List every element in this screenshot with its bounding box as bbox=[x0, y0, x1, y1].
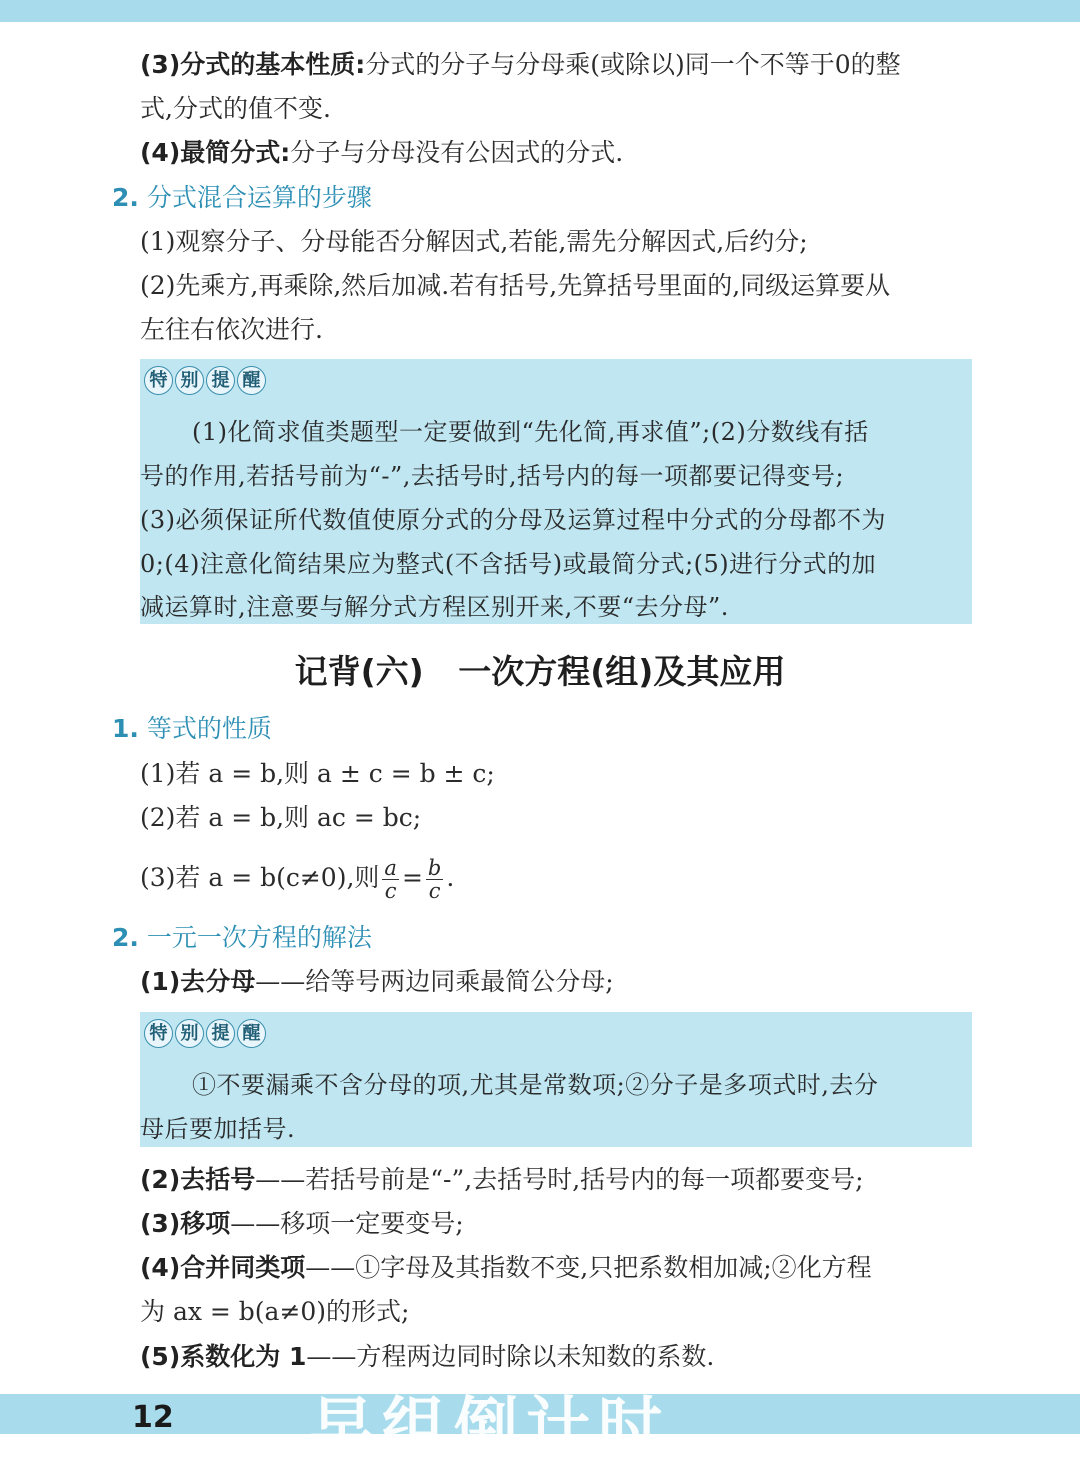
equation-property-1: (1)若 a = b,则 a ± c = b ± c; bbox=[140, 759, 495, 788]
special-reminder-tag: 特 别 提 醒 bbox=[144, 1019, 266, 1048]
linear-step-5: (5)系数化为 1——方程两边同时除以未知数的系数. bbox=[140, 1342, 715, 1371]
linear-step-3: (3)移项——移项一定要变号; bbox=[140, 1209, 464, 1238]
special-reminder-box-1 bbox=[140, 359, 972, 624]
item-3-line-1: (3)分式的基本性质:分式的分子与分母乘(或除以)同一个不等于0的整 bbox=[140, 50, 901, 79]
reminder-1-line-3: (3)必须保证所代数值使原分式的分母及运算过程中分式的分母都不为 bbox=[140, 506, 886, 534]
special-reminder-box-2 bbox=[140, 1012, 972, 1147]
mixed-ops-step-2-line-1: (2)先乘方,再乘除,然后加减.若有括号,先算括号里面的,同级运算要从 bbox=[140, 271, 891, 300]
reminder-2-line-2: 母后要加括号. bbox=[140, 1115, 296, 1143]
mixed-ops-step-1: (1)观察分子、分母能否分解因式,若能,需先分解因式,后约分; bbox=[140, 227, 808, 256]
top-color-strip bbox=[0, 0, 1080, 22]
item-3-line-2: 式,分式的值不变. bbox=[140, 94, 331, 123]
linear-step-1: (1)去分母——给等号两边同乘最简公分母; bbox=[140, 967, 614, 996]
equation-property-3: (3)若 a = b(c≠0),则 $\frac{a}{c}$ = $\frac{b}{c}$ . bbox=[140, 856, 455, 903]
section-heading-mixed-ops: 2. 分式混合运算的步骤 bbox=[112, 183, 372, 212]
item-4-line: (4)最简分式:分子与分母没有公因式的分式. bbox=[140, 138, 624, 167]
equation-property-2: (2)若 a = b,则 ac = bc; bbox=[140, 803, 422, 832]
linear-step-4-line-2: 为 ax = b(a≠0)的形式; bbox=[140, 1297, 410, 1326]
reminder-1-line-1: (1)化简求值类题型一定要做到“先化简,再求值”;(2)分数线有括 bbox=[192, 418, 869, 446]
special-reminder-tag: 特 别 提 醒 bbox=[144, 366, 266, 395]
reminder-1-line-5: 减运算时,注意要与解分式方程区别开来,不要“去分母”. bbox=[140, 593, 729, 621]
watermark-text: 早组倒计时 bbox=[310, 1391, 670, 1465]
chapter-title: 记背(六) 一次方程(组)及其应用 bbox=[294, 652, 786, 691]
page-number: 12 bbox=[132, 1400, 174, 1435]
section-heading-linear-equation: 2. 一元一次方程的解法 bbox=[112, 923, 372, 952]
fraction-a-over-c: $\frac{a}{c}$ bbox=[384, 856, 397, 903]
reminder-1-line-4: 0;(4)注意化简结果应为整式(不含括号)或最简分式;(5)进行分式的加 bbox=[140, 550, 877, 578]
section-heading-equation-properties: 1. 等式的性质 bbox=[112, 714, 272, 743]
fraction-b-over-c: $\frac{b}{c}$ bbox=[427, 856, 442, 903]
reminder-1-line-2: 号的作用,若括号前为“-”,去括号时,括号内的每一项都要记得变号; bbox=[140, 462, 845, 490]
mixed-ops-step-2-line-2: 左往右依次进行. bbox=[140, 315, 323, 344]
linear-step-4-line-1: (4)合并同类项——①字母及其指数不变,只把系数相加减;②化方程 bbox=[140, 1253, 872, 1282]
linear-step-2: (2)去括号——若括号前是“-”,去括号时,括号内的每一项都要变号; bbox=[140, 1165, 864, 1194]
reminder-2-line-1: ①不要漏乘不含分母的项,尤其是常数项;②分子是多项式时,去分 bbox=[192, 1071, 879, 1099]
